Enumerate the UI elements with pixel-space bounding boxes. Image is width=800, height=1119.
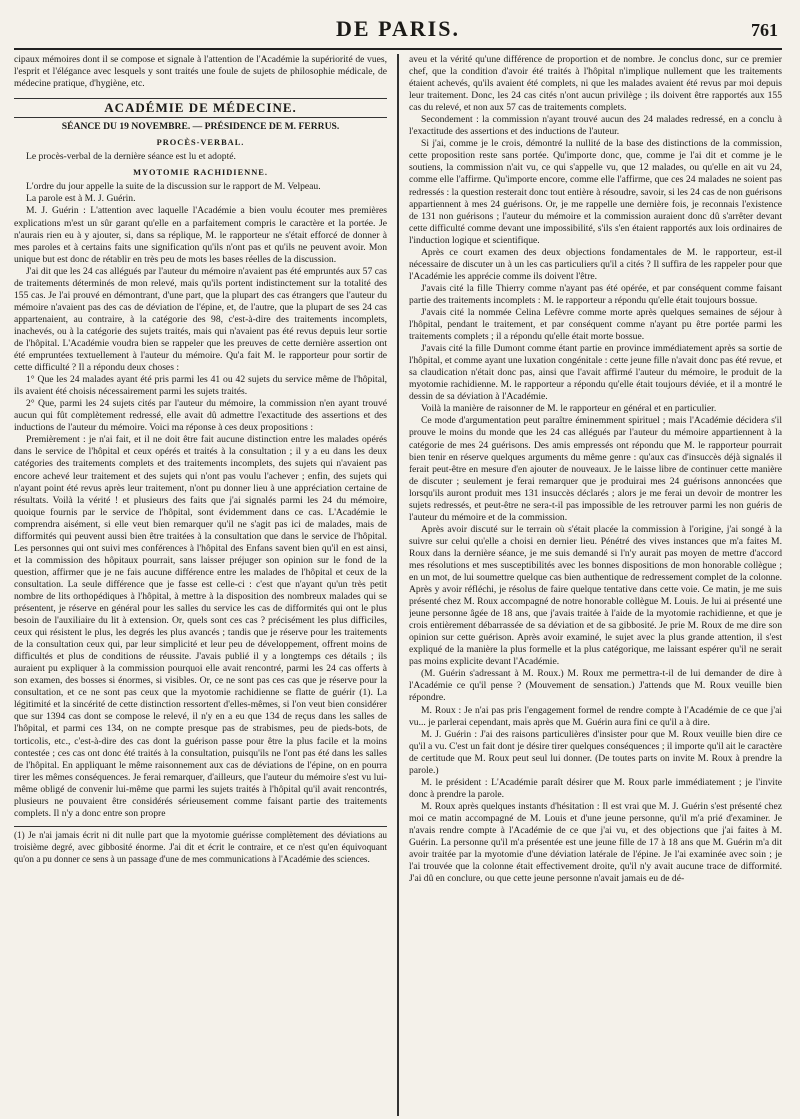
text-columns [14,54,782,1116]
paragraph: J'avais cité la fille Dumont comme étant partie en province immédiatement après sa sortie de l'hôpital, et comme ayant une luxation congénitale : cette jeune fille n'avait donc pas été revue, et sa claudication n'était donc pas, ainsi que l'avait affirmé l'auteur du mémoire, le produit de la myotomie rachidienne. M. le rapporteur a répondu qu'elle était toujours déviée, et il a montré le dessin de sa déviation à l'Académie. [408,343,782,403]
paragraph: M. Roux : Je n'ai pas pris l'engagement formel de rendre compte à l'Académie de ce que j'ai vu... je parlerai cependant, mais après que M. Guérin aura fini ce qu'il a à dire. [408,704,782,728]
paragraph: La parole est à M. J. Guérin. [26,193,136,205]
paragraph: L'ordre du jour appelle la suite de la discussion sur le rapport de M. Velpeau. [26,181,321,193]
paragraph: M. J. Guérin : J'ai des raisons particulières d'insister pour que M. Roux veuille bien dire ce qu'il a vu. C'est un fait dont je désire tirer quelques conséquences ; il importe qu'il ait le caractère de certitude que M. Roux peut seul lui donner. (De toutes parts on invite M. Roux à prendre la parole.) [408,728,782,776]
intro-paragraph: cipaux mémoires dont il se compose et signale à l'attention de l'Académie la supériorité de vues, l'esprit et l'élégance avec lesquels y sont traités une foule de sujets de philosophie médicale, de médecine pratique, d'hygiène, etc. [14,54,388,90]
paragraph: M. le président : L'Académie paraît désirer que M. Roux parle immédiatement ; je l'invite donc à prendre la parole. [408,776,782,800]
column-rule [397,54,399,1116]
paragraph: J'ai dit que les 24 cas allégués par l'auteur du mémoire n'avaient pas été empruntés aux 57 cas de traitements déterminés de mon relevé, mais qu'ils portent indistinctement sur la totalité des 155 cas. Je l'ai prouvé en démontrant, d'une part, que la plupart des cas étrangers que l'auteur du mémoire n'avaient pas des cas de déviation de l'épine, et, de l'autre, que la plupart de ses 24 cas appartenaient, au contraire, à la catégorie des 98, c'est-à-dire des traitements incomplets, inachevés, ou à la catégorie des sujets traités, mais qui n'avaient pas été revus depuis leur sortie de l'hôpital. L'Académie voudra bien se rappeler que les preuves de cette dernière assertion ont été empruntées textuellement à l'auteur du mémoire. Qu'a fait M. le rapporteur pour sortir de cette difficulté ? Il a répondu deux choses : [14,265,388,374]
page-header [14,14,782,50]
paragraph: M. J. Guérin : L'attention avec laquelle l'Académie a bien voulu écouter mes premières explications m'est un sûr garant qu'elle en a parfaitement compris le caractère et la portée. Je n'aurais rien eu à y ajouter, si, dans sa réplique, M. le rapporteur ne s'était efforcé de donner à mes paroles et à certains faits une signification qu'ils n'ont pas et qu'ils ne peuvent avoir. Mon unique but est donc de rétablir en très peu de mots les bases réelles de la discussion. [14,205,388,265]
paragraph: Après avoir discuté sur le terrain où s'était placée la commission à l'origine, j'ai songé à la suivre sur celui qu'elle a choisi en dernier lieu. Pénétré des vives instances que m'a faites M. Roux dans la dernière séance, je me suis demandé si l'n'y aurait pas moyen de mettre d'accord mes résolutions et mes susceptibilités avec les bonnes dispositions de mon honorable collègue ; en un mot, de lui soumettre quelque cas bien authentique de redressement complet de la colonne. Après y avoir réfléchi, je résolus de faire quelque tentative dans cette voie. Ce matin, je me suis présenté chez M. Roux accompagné de notre honorable collègue M. Louis. Je lui ai présenté une jeune personne âgée de 18 ans, que j'avais traitée à l'aide de la myotomie rachidienne, et que je crois entièrement débarrassée de sa déviation et de sa gibbosité. Je prie M. Roux de me dire son opinion sur cette guérison. Après avoir examiné, le sujet avec la plus grande attention, il s'est expliqué de la manière la plus formelle et la plus catégorique, me laissant espérer qu'il ne serait pas moins explicite devant l'Académie. [408,523,782,668]
paragraph: Si j'ai, comme je le crois, démontré la nullité de la base des distinctions de la commission, cette proposition reste sans portée. Qu'importe donc, que, comme je l'ai dit et comme je le soutiens, la commission n'ait vu, ce qui s'appelle vu, que 12 malades, ou qu'elle en ait vu 24, comme elle l'affirme. Qu'importe encore, comme elle l'affirme, que ces 24 malades ne soient pas redressés : la question resterait donc tout entière à résoudre, savoir, si les 24 cas de non guérisons appartiennent à mes 24 guérisons. Or, je me rappelle une dernière fois, je reconnais l'existence de 131 non guérisons ; l'auteur du mémoire et la commission auraient donc dû s'arrêter devant cette difficulté comme devant une impossibilité, s'ils s'en étaient rapportés aux lois ordinaires de l'induction logique et scientifique. [408,138,782,246]
paragraph: Premièrement : je n'ai fait, et il ne doit être fait aucune distinction entre les malades opérés dans le service de l'hôpital et ceux opérés et traités à la consultation ; il y a eu dans les deux catégories des traitements complets et des traitements incomplets, des sujets qui n'avaient pas encore achevé leur traitement et des sujets qui n'ont pas voulu l'achever ; enfin, des sujets qui n'ayant point été revus après leur traitement, n'ont pu donner lieu à une appréciation certaine de résultats. Voilà la vérité ! et plusieurs des faits que j'ai signalés parmi les 24 du mémoire, quoique fournis par le service de l'hôpital, sont évidemment dans ce cas. L'Académie le comprendra aisément, si elle veut bien remarquer qu'il ne s'agit pas ici de malades, mais de difformités qui peuvent aussi bien être traitées à la consultation que dans le service de l'hôpital. Les personnes qui ont suivi mes conférences à l'hôpital des Enfans savent bien qu'il en est ainsi, et la commission des hôpitaux pourrait, sans laisser préjuger son opinion sur le fond de la question, affirmer que je ne fais aucune différence entre les malades de l'hôpital et ceux de la consultation. La seule différence que je fasse est celle-ci : c'est que n'ayant qu'un très petit nombre de lits orthopédiques à l'hôpital, à mettre à la disposition des nombreux malades qui se présentent, je réserve en général pour les salles du service les cas de difformités qui ont le plus besoin de l'auxiliaire du lit à extension. Or, quels sont ces cas ? précisément les plus difficiles, ceux qui résistent le plus, les degrés les plus avancés ; tandis que je réserve pour les traitements de la consultation ceux qui, par leur simplicité et leur peu de développement, offrent moins de difficultés et plus de conditions de réussite. J'avais publié il y a longtemps ces détails ; ils auraient pu expliquer à la commission pourquoi elle avait rencontré, parmi les 24 cas offerts à son examen, des bosses si énormes, si visibles. Or, ce ne sont pas ces cas que je réserve pour la consultation, et ce ne sont pas ceux que la myotomie rachidienne se flatte de guérir (1). La légitimité et la sincérité de cette distinction ressortent d'elles-mêmes, si l'on veut bien considérer que sur 1394 cas dont se compose le relevé, il n'y en a eu que 134 de reçus dans les salles de l'hôpital, et parmi ces 134, on ne compte presque pas de strabismes, peu de pieds-bots, de torticolis, etc., c'est-à-dire des cas dont la guérison passe pour être la plus facile et la moins contestée ; ces cas ont donc été traités à la consultation, puisqu'ils ne l'ont pas été dans les salles de l'hôpital. En appliquant le même raisonnement aux cas de déviations de l'épine, on en pourra tirer les mêmes conséquences. Je ferai remarquer, d'ailleurs, que l'auteur du mémoire s'est vu lui-même obligé de convenir lui-même que parmi les sujets traités à l'hôpital qu'il avait rencontrés, plusieurs ne pouvaient être considérés sérieusement comme faisant partie des traitements complets. Il n'y a donc entre son propre [14,434,388,819]
session-line: SÉANCE DU 19 NOVEMBRE. — PRÉSIDENCE DE M. FERRUS. [61,121,340,133]
pv-text: Le procès-verbal de la dernière séance est lu et adopté. [26,151,236,163]
myotomie-label: MYOTOMIE RACHIDIENNE. [133,168,268,178]
page-number: 761 [751,20,778,40]
paragraph: aveu et la vérité qu'une différence de proportion et de nombre. Je conclus donc, sur ce premier chef, que la condition d'avoir été traités à l'hôpital n'implique nullement que les traitements étaient achevés, qu'ils avaient été complets, ni que les malades avaient été revus par moi depuis leur traitement. Donc, les 24 cas cités n'ont aucun privilège ; ils doivent être rapportés aux 155 cas du relevé, et non aux 57 cas de traitements complets. [408,54,782,114]
paragraph: (M. Guérin s'adressant à M. Roux.) M. Roux me permettra-t-il de lui demander de dire à l'Académie ce qu'il pense ? (Mouvement de sensation.) J'attends que M. Roux veuille bien répondre. [408,668,782,704]
paragraph: Voilà la manière de raisonner de M. le rapporteur en général et en particulier. [420,403,717,415]
paragraph: 1° Que les 24 malades ayant été pris parmi les 41 ou 42 sujets du service même de l'hôpital, ils avaient été choisis nécessairement parmi les sujets traités. [14,374,388,398]
paragraph: Ce mode d'argumentation peut paraître éminemment spirituel ; mais l'Académie décidera s'il prouve le moins du monde que les 24 cas allégués par l'auteur du mémoire appartiennent à la catégorie de mes 24 guérisons. Des amis empressés ont répondu que M. le rapporteur pourrait bien tenir en réserve quelques arguments du même genre : qu'aux cas d'insuccès déjà signalés il ferait peut-être en mesure d'en ajouter de nouveaux. Je le laisse libre de continuer cette manière de discuter ; seulement je ferai remarquer que je produirai mes 24 guérisons annoncées que lorsqu'ils auront produit mes 131 insuccès déclarés ; alors je me ferai un devoir de montrer les sujets redressés, et peut-être ne sera-t-il pas impossible de les retrouver parmi les non guéris de l'auteur du mémoire et de la commission. [408,415,782,523]
footnote: (1) Je n'ai jamais écrit ni dit nulle part que la myotomie guérisse complètement des déviations au troisième degré, avec gibbosité énorme. J'ai dit et écrit le contraire, et ce n'est qu'en équivoquant qu'on a pu donner ce sens à un passage d'une de mes communications à l'Académie des sciences. [14,826,387,865]
paragraph: Après ce court examen des deux objections fondamentales de M. le rapporteur, est-il nécessaire de discuter un à un les cas particuliers qu'il a cités ? Il suffira de les rappeler pour que l'Académie les apprécie comme ils doivent l'être. [408,246,782,282]
paragraph: J'avais cité la nommée Celina Lefèvre comme morte après quelques semaines de séjour à l'hôpital, pendant le traitement, et par conséquent comme n'ayant pu être portée parmi les traitements complets ; il a répondu qu'elle était morte bossue. [408,306,782,343]
paragraph: J'avais cité la fille Thierry comme n'ayant pas été opérée, et par conséquent comme faisant partie des traitements incomplets : M. le rapporteur a répondu qu'elle était toujours bossue. [408,282,782,306]
section-heading: ACADÉMIE DE MÉDECINE. [14,98,387,118]
running-title: DE PARIS. [336,16,460,41]
right-column [409,54,782,1116]
paragraph: Secondement : la commission n'ayant trouvé aucun des 24 malades redressé, en a conclu à l'exactitude des assertions et des inductions de l'auteur. [408,114,782,138]
paragraph: M. Roux après quelques instants d'hésitation : Il est vrai que M. J. Guérin s'est présenté chez moi ce matin accompagné de M. Louis et d'une jeune personne, qu'il m'a prié d'examiner. Je n'avais rendre compte à l'Académie de ce que j'ai vu, et des objections que j'ai faites à M. Guérin. La personne qu'il m'a présentée est une jeune fille de 17 à 18 ans que M. Guérin m'a dit avoir traitée par la myotomie d'une déviation latérale de l'épine. Je l'ai examinée avec soin ; je l'ai trouvée que la colonne était effectivement droite, qu'il n'y avait aucune trace de difformité. J'ai dû en conclure, ou que cette jeune personne n'avait jamais eu de dé- [408,800,782,885]
left-column [14,54,387,1116]
paragraph: 2° Que, parmi les 24 sujets cités par l'auteur du mémoire, la commission n'en ayant trouvé aucun qui fût complètement redressé, elle avait dû admettre l'exactitude des assertions et des inductions de l'auteur du mémoire. Voici ma réponse à ces deux propositions : [14,398,388,434]
pv-label: PROCÈS-VERBAL. [156,138,245,148]
